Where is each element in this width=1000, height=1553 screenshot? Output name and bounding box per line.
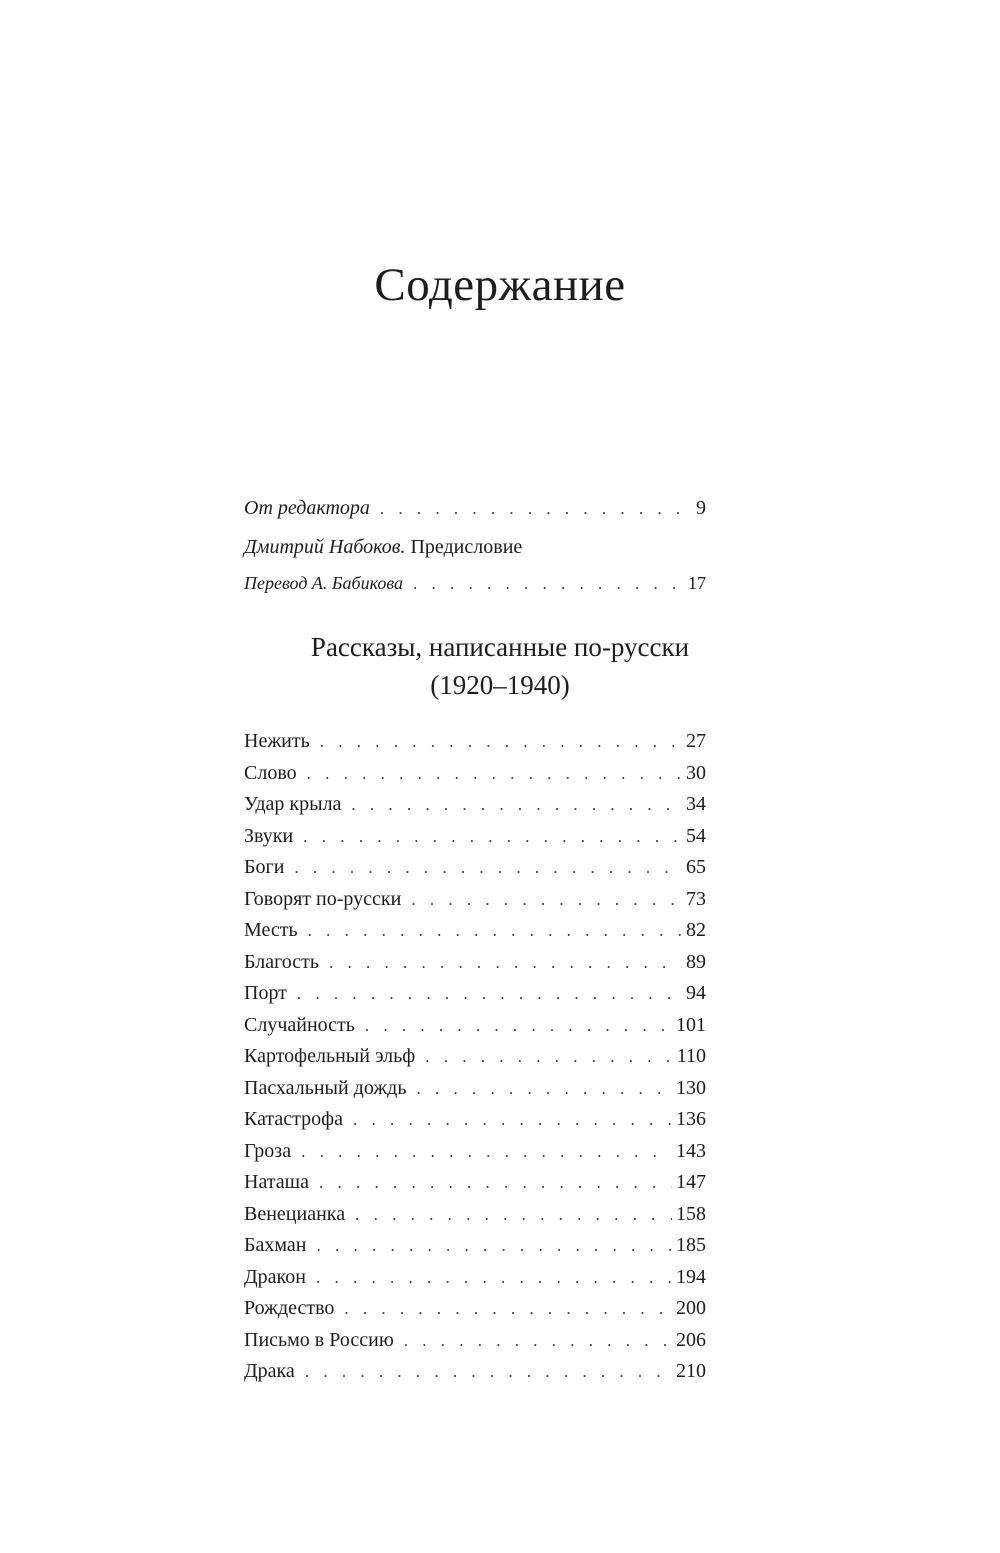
toc-entry-title: Гроза: [244, 1139, 292, 1162]
toc-entry-title: Боги: [244, 856, 285, 878]
toc-entry[interactable]: [244, 1325, 706, 1357]
toc-entry-title: Катастрофа: [244, 1108, 343, 1130]
toc-entry-title: Дракон: [244, 1265, 306, 1288]
toc-entry-page: 110: [676, 1045, 706, 1067]
toc-entry-title: Благость: [244, 950, 320, 973]
dot-leader: [316, 1262, 672, 1294]
dot-leader: [411, 884, 682, 916]
toc-entry[interactable]: [244, 978, 706, 1010]
toc-entry-page: 136: [676, 1108, 706, 1130]
dot-leader: [425, 1041, 673, 1073]
dot-leader: [294, 852, 682, 884]
dot-leader: [365, 1010, 672, 1042]
toc-entry-page: 194: [676, 1265, 706, 1288]
toc-entry[interactable]: [244, 1010, 706, 1042]
toc-entry-preface[interactable]: [244, 566, 706, 600]
dot-leader: [297, 978, 682, 1010]
toc-entry-title: Звуки: [244, 824, 294, 847]
toc-entry[interactable]: [244, 915, 706, 947]
toc-entry-title: Случайность: [244, 1013, 355, 1036]
toc-entry-title: Письмо в Россию: [244, 1328, 394, 1351]
toc-entry[interactable]: [244, 726, 706, 758]
toc-entry[interactable]: [244, 1199, 706, 1231]
toc-entry-page: 34: [686, 793, 706, 815]
toc-entry-page: 94: [686, 982, 706, 1004]
toc-entry-title: Говорят по-русски: [244, 887, 402, 910]
toc-entry-title: Пасхальный дождь: [244, 1076, 407, 1099]
toc-entry[interactable]: [244, 1041, 706, 1073]
preface-translation: Перевод А. Бабикова: [244, 573, 404, 593]
toc-list: [244, 726, 706, 1388]
toc-entry-page: 82: [686, 919, 706, 941]
dot-leader: [404, 1325, 672, 1357]
dot-leader: [320, 726, 682, 758]
toc-entry-title: Слово: [244, 761, 297, 784]
dot-leader: [319, 1167, 672, 1199]
section-title: [0, 628, 1000, 704]
toc-entry-page: 185: [676, 1234, 706, 1256]
section-title-line1: Рассказы, написанные по-русски: [310, 632, 690, 662]
toc-entry-page: 17: [688, 573, 706, 593]
toc-entry-page: 101: [676, 1013, 706, 1036]
toc-entry-page: 27: [686, 730, 706, 752]
toc-entry[interactable]: [244, 1262, 706, 1294]
toc-entry[interactable]: [244, 1293, 706, 1325]
toc-entry-page: 158: [676, 1202, 706, 1225]
toc-entry-title: Картофельный эльф: [244, 1045, 416, 1067]
toc-entry-title: Нежить: [244, 730, 310, 752]
page-title: Содержание: [374, 259, 626, 311]
preface-author: Дмитрий Набоков.: [244, 536, 406, 558]
toc-entry[interactable]: [244, 1167, 706, 1199]
toc-entry[interactable]: [244, 947, 706, 979]
toc-entry-page: 206: [676, 1328, 706, 1351]
dot-leader: [355, 1199, 672, 1231]
front-matter: [244, 488, 706, 600]
toc-entry[interactable]: [244, 1356, 706, 1388]
toc-entry[interactable]: [244, 789, 706, 821]
toc-entry-page: 130: [676, 1076, 706, 1099]
section-title-line2: (1920–1940): [430, 670, 570, 700]
dot-leader: [305, 1356, 672, 1388]
toc-entry-page: 9: [696, 497, 706, 519]
preface-title: Предисловие: [405, 536, 523, 558]
dot-leader: [413, 567, 682, 601]
toc-entry-title: Драка: [244, 1360, 295, 1382]
toc-entry[interactable]: [244, 758, 706, 790]
toc-entry[interactable]: [244, 1136, 706, 1168]
toc-entry-page: 210: [676, 1360, 706, 1382]
dot-leader: [308, 915, 682, 947]
toc-entry-editor[interactable]: [244, 488, 706, 528]
toc-entry-title: Рождество: [244, 1297, 335, 1319]
dot-leader: [351, 789, 682, 821]
dot-leader: [329, 947, 682, 979]
toc-entry-title: Месть: [244, 919, 298, 941]
toc-entry-page: 30: [686, 761, 706, 784]
toc-entry-title: Бахман: [244, 1234, 307, 1256]
toc-entry-title: Наташа: [244, 1171, 309, 1193]
toc-entry[interactable]: [244, 1104, 706, 1136]
dot-leader: [301, 1136, 672, 1168]
toc-entry-preface-heading[interactable]: [244, 528, 706, 566]
toc-entry[interactable]: [244, 1230, 706, 1262]
toc-entry-title: Порт: [244, 982, 287, 1004]
toc-entry-page: 65: [686, 856, 706, 878]
toc-entry-page: 147: [676, 1171, 706, 1193]
dot-leader: [316, 1230, 672, 1262]
toc-entry-title: Удар крыла: [244, 793, 342, 815]
dot-leader: [307, 758, 682, 790]
toc-entry-title: От редактора: [244, 497, 370, 519]
dot-leader: [353, 1104, 672, 1136]
dot-leader: [416, 1073, 672, 1105]
toc-entry[interactable]: [244, 1073, 706, 1105]
toc-entry-page: 200: [676, 1297, 706, 1319]
toc-entry-page: 143: [676, 1139, 706, 1162]
dot-leader: [344, 1293, 672, 1325]
toc-entry[interactable]: [244, 884, 706, 916]
toc-entry[interactable]: [244, 852, 706, 884]
dot-leader: [380, 489, 682, 529]
toc-entry-page: 89: [686, 950, 706, 973]
toc-entry-page: 73: [686, 887, 706, 910]
toc-entry-title: Венецианка: [244, 1202, 346, 1225]
dot-leader: [303, 821, 682, 853]
toc-entry[interactable]: [244, 821, 706, 853]
toc-entry-page: 54: [686, 824, 706, 847]
